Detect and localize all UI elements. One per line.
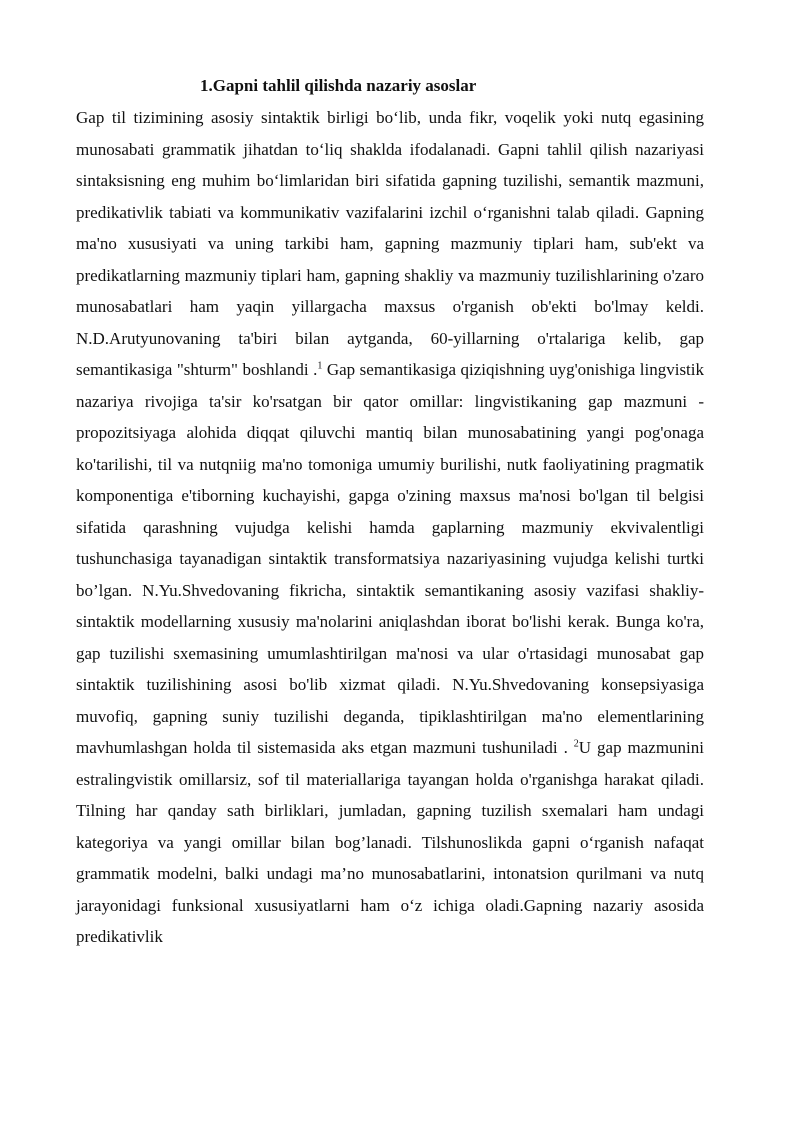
paragraph-text-part-2: Gap semantikasiga qiziqishning uyg'onishiga lingvistik nazariya rivojiga ta'sir ko'rsatgan bir qator omillar: lingvistikaning gap mazmuni - propozitsiyaga alohida diqqat qiluvchi mantiq bilan munosabatining yangi pog'onaga ko'tarilishi, til va nutqniig ma'no tomoniga umumiy burilishi, nutk faoliyatining pragmatik komponentiga e'tiborning kuchayishi, gapga o'zining maxsus ma'nosi bo'lgan til belgisi sifatida qarashning vujudga kelishi hamda gaplarning mazmuniy ekvivalentligi tushunchasiga tayanadigan sintaktik transformatsiya nazariyasining vujudga kelishi turtki bo’lgan. N.Yu.Shvedovaning fikricha, sintaktik semantikaning asosiy vazifasi shakliy-sintaktik modellarning xususiy ma'nolarini aniqlashdan iborat bo'lishi kerak. Bunga ko'ra, gap tuzilishi sxemasining umumlashtirilgan ma'nosi va ular o'rtasidagi munosabat gap sintaktik tuzilishining asosi bo'lib xizmat qiladi. N.Yu.Shvedovaning konsepsiyasiga muvofiq, gapning suniy tuzilishi deganda, tipiklashtirilgan ma'no elementlarining mavhumlashgan holda til sistemasida aks etgan mazmuni tushuniladi .: [76, 360, 704, 757]
paragraph-text-part-1: Gap til tizimining asosiy sintaktik birligi bo‘lib, unda fikr, voqelik yoki nutq egasining munosabati grammatik jihatdan to‘liq shaklda ifodalanadi. Gapni tahlil qilish nazariyasi sintaksisning eng muhim bo‘limlaridan biri sifatida gapning tuzilishi, semantik mazmuni, predikativlik tabiati va kommunikativ vazifalarini izchil o‘rganishni talab qiladi. Gapning ma'no xususiyati va uning tarkibi ham, gapning mazmuniy tiplari ham, sub'ekt va predikatlarning mazmuniy tiplari ham, gapning shakliy va mazmuniy tuzilishlarining o'zaro munosabatlari ham yaqin yillargacha maxsus o'rganish ob'ekti bo'lmay keldi. N.D.Arutyunovaning ta'biri bilan aytganda, 60-yillarning o'rtalariga kelib, gap semantikasiga "shturm" boshlandi .: [76, 108, 704, 379]
footnote-ref-1[interactable]: 1: [317, 360, 323, 372]
document-page: [76, 70, 704, 953]
body-paragraph: [76, 102, 704, 953]
section-heading: 1.Gapni tahlil qilishda nazariy asoslar: [200, 76, 477, 95]
paragraph-text-part-3: U gap mazmunini estralingvistik omillarsiz, sof til materiallariga tayangan holda o'rganishga harakat qiladi. Tilning har qanday sath birliklari, jumladan, gapning tuzilish sxemalari ham undagi kategoriya va yangi omillar bilan bog’lanadi. Tilshunoslikda gapni o‘rganish nafaqat grammatik modelni, balki undagi ma’no munosabatlarini, intonatsion qurilmani va nutq jarayonidagi funksional xususiyatlarni ham o‘z ichiga oladi.Gapning nazariy asosida predikativlik: [76, 738, 704, 946]
footnote-ref-2[interactable]: 2: [573, 738, 579, 750]
